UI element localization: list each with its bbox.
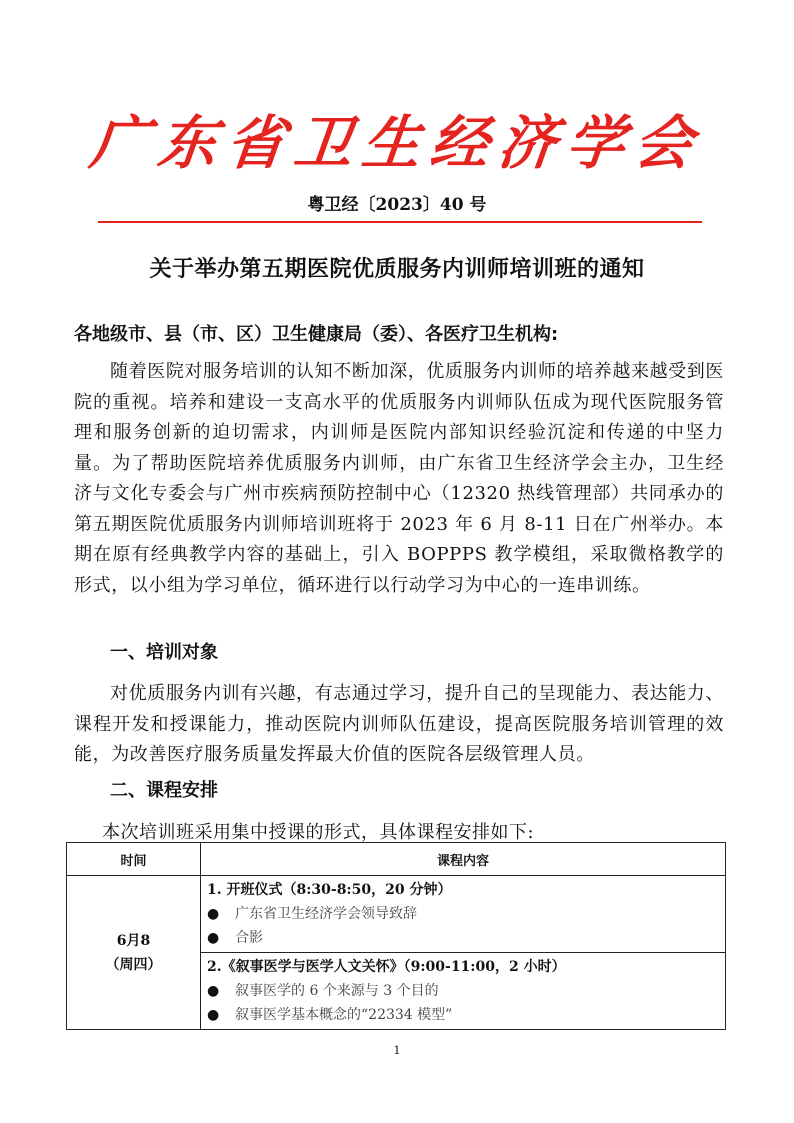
intro-paragraph: 随着医院对服务培训的认知不断加深，优质服务内训师的培养越来越受到医院的重视。培养和建设一支高水平的优质服务内训师队伍成为现代医院服务管理和服务创新的迫切需求，内训师是医院内部知识经验沉淀和传递的中坚力量。为了帮助医院培养优质服务内训师，由广东省卫生经济学会主办，卫生经济与文化专委会与广州市疾病预防控制中心（12320 热线管理部）共同承办的第五期医院优质服务内训师培训班将于 2023 年 6 月 8-11 日在广州举办。本期在原有经典教学内容的基础上，引入 BOPPPS 教学模组，采取微格教学的形式，以小组为学习单位，循环进行以行动学习为中心的一连串训练。 [74, 361, 724, 596]
course-item-narrative-medicine [201, 953, 725, 1029]
recipients-line: 各地级市、县（市、区）卫生健康局（委）、各医疗卫生机构: [74, 324, 559, 345]
letterhead-red-divider [98, 221, 702, 223]
weekday-label: （周四） [105, 956, 162, 973]
bullet-icon: ● [207, 906, 220, 922]
section-heading-training-target: 一、培训对象 [110, 642, 218, 663]
document-number: 粤卫经〔2023〕40 号 [307, 195, 487, 215]
table-row [67, 876, 726, 1030]
course-schedule-intro: 本次培训班采用集中授课的形式，具体课程安排如下: [102, 822, 535, 843]
bullet-icon: ● [207, 930, 220, 946]
header-content: 课程内容 [201, 843, 726, 876]
org-letterhead: 广东省卫生经济学会 [86, 109, 707, 177]
table-header-row [67, 843, 726, 876]
course-content-cell [201, 876, 726, 1030]
course-item-title: 1. 开班仪式（8:30-8:50，20 分钟） [207, 882, 452, 898]
header-time: 时间 [67, 843, 201, 876]
page-number: 1 [393, 1044, 401, 1057]
date-cell [67, 876, 201, 1030]
course-item-opening [201, 876, 725, 953]
section-heading-course-schedule: 二、课程安排 [110, 780, 218, 801]
notice-title: 关于举办第五期医院优质服务内训师培训班的通知 [149, 257, 645, 282]
schedule-table [66, 842, 726, 1030]
training-target-paragraph: 对优质服务内训有兴趣，有志通过学习，提升自己的呈现能力、表达能力、课程开发和授课能力，推动医院内训师队伍建设，提高医院服务培训管理的效能，为改善医疗服务质量发挥最大价值的医院各层级管理人员。 [74, 683, 724, 765]
list-item: ● 广东省卫生经济学会领导致辞 [207, 902, 725, 926]
list-item: ● 叙事医学的 6 个来源与 3 个目的 [207, 979, 725, 1003]
bullet-icon: ● [207, 1007, 220, 1023]
list-item: ● 叙事医学基本概念的“22334 模型” [207, 1003, 725, 1027]
date-label: 6月8 [116, 932, 151, 949]
list-item: ● 合影 [207, 926, 725, 950]
bullet-icon: ● [207, 983, 220, 999]
course-item-title: 2.《叙事医学与医学人文关怀》（9:00-11:00，2 小时） [207, 959, 566, 975]
